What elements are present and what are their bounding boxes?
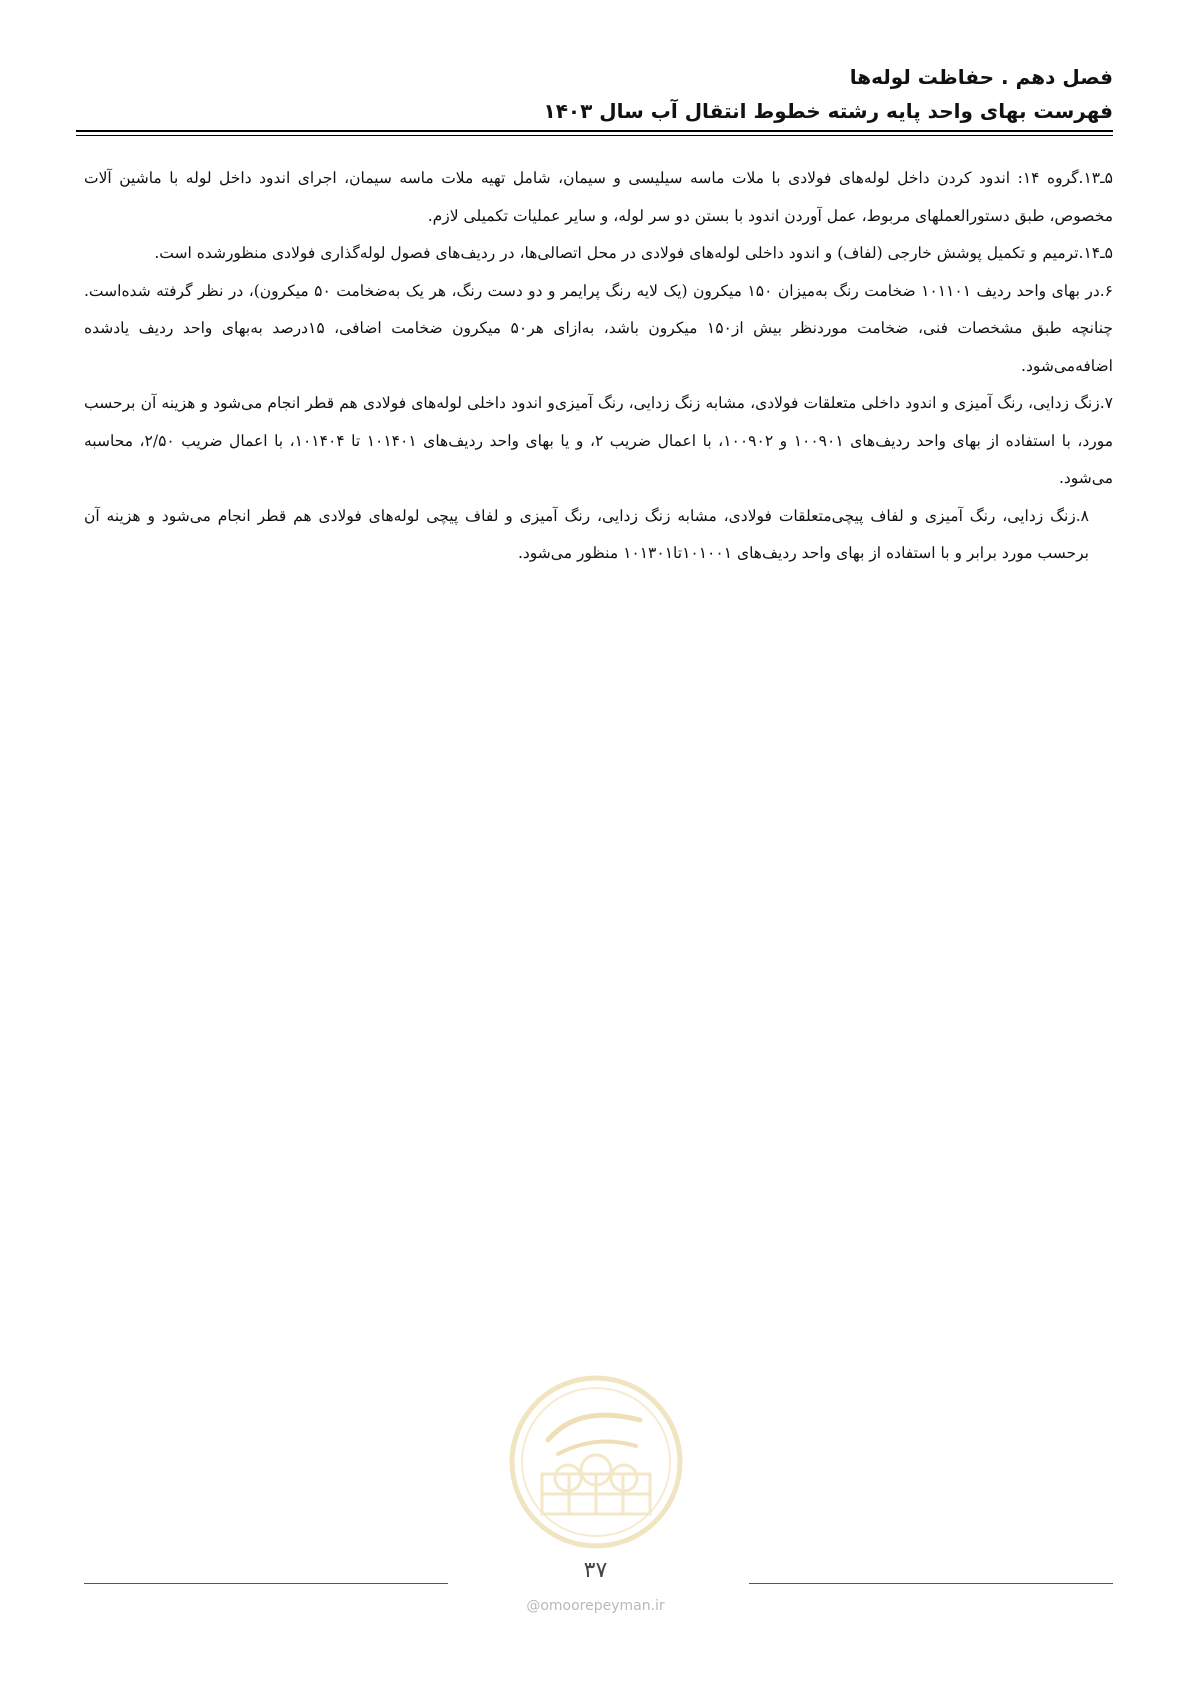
header-rule-thick bbox=[76, 130, 1113, 132]
watermark-logo bbox=[508, 1374, 684, 1550]
footer-rule-left bbox=[84, 1583, 448, 1584]
paragraph-7: ۷.زنگ زدایی، رنگ آمیزی و اندود داخلی متعلقات فولادی، مشابه زنگ زدایی، رنگ آمیزی‌و اندود داخلی لوله‌های فولادی هم قطر انجام می‌شود و هزینه آن برحسب مورد، با استفاده از بهای واحد ردیف‌های ۱۰۰۹۰۱ و ۱۰۰۹۰۲، با اعمال ضریب ۲، و یا بهای واحد ردیف‌های ۱۰۱۴۰۱ تا ۱۰۱۴۰۴، با اعمال ضریب ۲/۵۰، محاسبه می‌شود. bbox=[84, 394, 1114, 487]
header-rule-thin bbox=[76, 135, 1113, 136]
document-title: فهرست بهای واحد پایه رشته خطوط انتقال آب سال ۱۴۰۳ bbox=[543, 99, 1113, 123]
page-header bbox=[86, 60, 1113, 128]
footer-rule-right bbox=[749, 1583, 1113, 1584]
watermark-url: @omoorepeyman.ir bbox=[526, 1598, 665, 1614]
paragraph-5-13: ۵ـ۱۳.گروه ۱۴: اندود کردن داخل لوله‌های فولادی با ملات ماسه سیلیسی و سیمان، شامل تهیه ملات ماسه سیمان، اجرای اندود داخل لوله با ماشین آلات مخصوص، طبق دستورالعملهای مربوط، عمل آوردن اندود با بستن دو سر لوله، و سایر عملیات تکمیلی لازم. bbox=[84, 169, 1113, 225]
paragraph-6: ۶.در بهای واحد ردیف ۱۰۱۱۰۱ ضخامت رنگ به‌میزان ۱۵۰ میکرون (یک لایه رنگ پرایمر و دو دست رنگ، هر یک به‌ضخامت ۵۰ میکرون)، در نظر گرفته شده‌است. چنانچه طبق مشخصات فنی، ضخامت موردنظر بیش از۱۵۰ میکرون باشد، به‌ازای هر۵۰ میکرون ضخامت اضافی، ۱۵درصد به‌بهای واحد ردیف یادشده اضافه‌می‌شود. bbox=[84, 281, 1113, 375]
chapter-title: فصل دهم . حفاظت لوله‌ها bbox=[849, 65, 1113, 89]
paragraph-5-14: ۵ـ۱۴.ترمیم و تکمیل پوشش خارجی (لفاف) و اندود داخلی لوله‌های فولادی در محل اتصالی‌ها، در ردیف‌های فصول لوله‌گذاری فولادی منظورشده است. bbox=[154, 244, 1113, 262]
body-text bbox=[84, 160, 1113, 573]
paragraph-8: ۸.زنگ زدایی، رنگ آمیزی و لفاف پیچی‌متعلقات فولادی، مشابه زنگ زدایی، رنگ آمیزی و لفاف پیچی لوله‌های فولادی هم قطر انجام می‌شود و هزینه آن برحسب مورد برابر و با استفاده از بهای واحد ردیف‌های ۱۰۱۰۰۱تا۱۰۱۳۰۱ منظور می‌شود. bbox=[84, 506, 1089, 562]
page-number: ۳۷ bbox=[583, 1558, 608, 1583]
